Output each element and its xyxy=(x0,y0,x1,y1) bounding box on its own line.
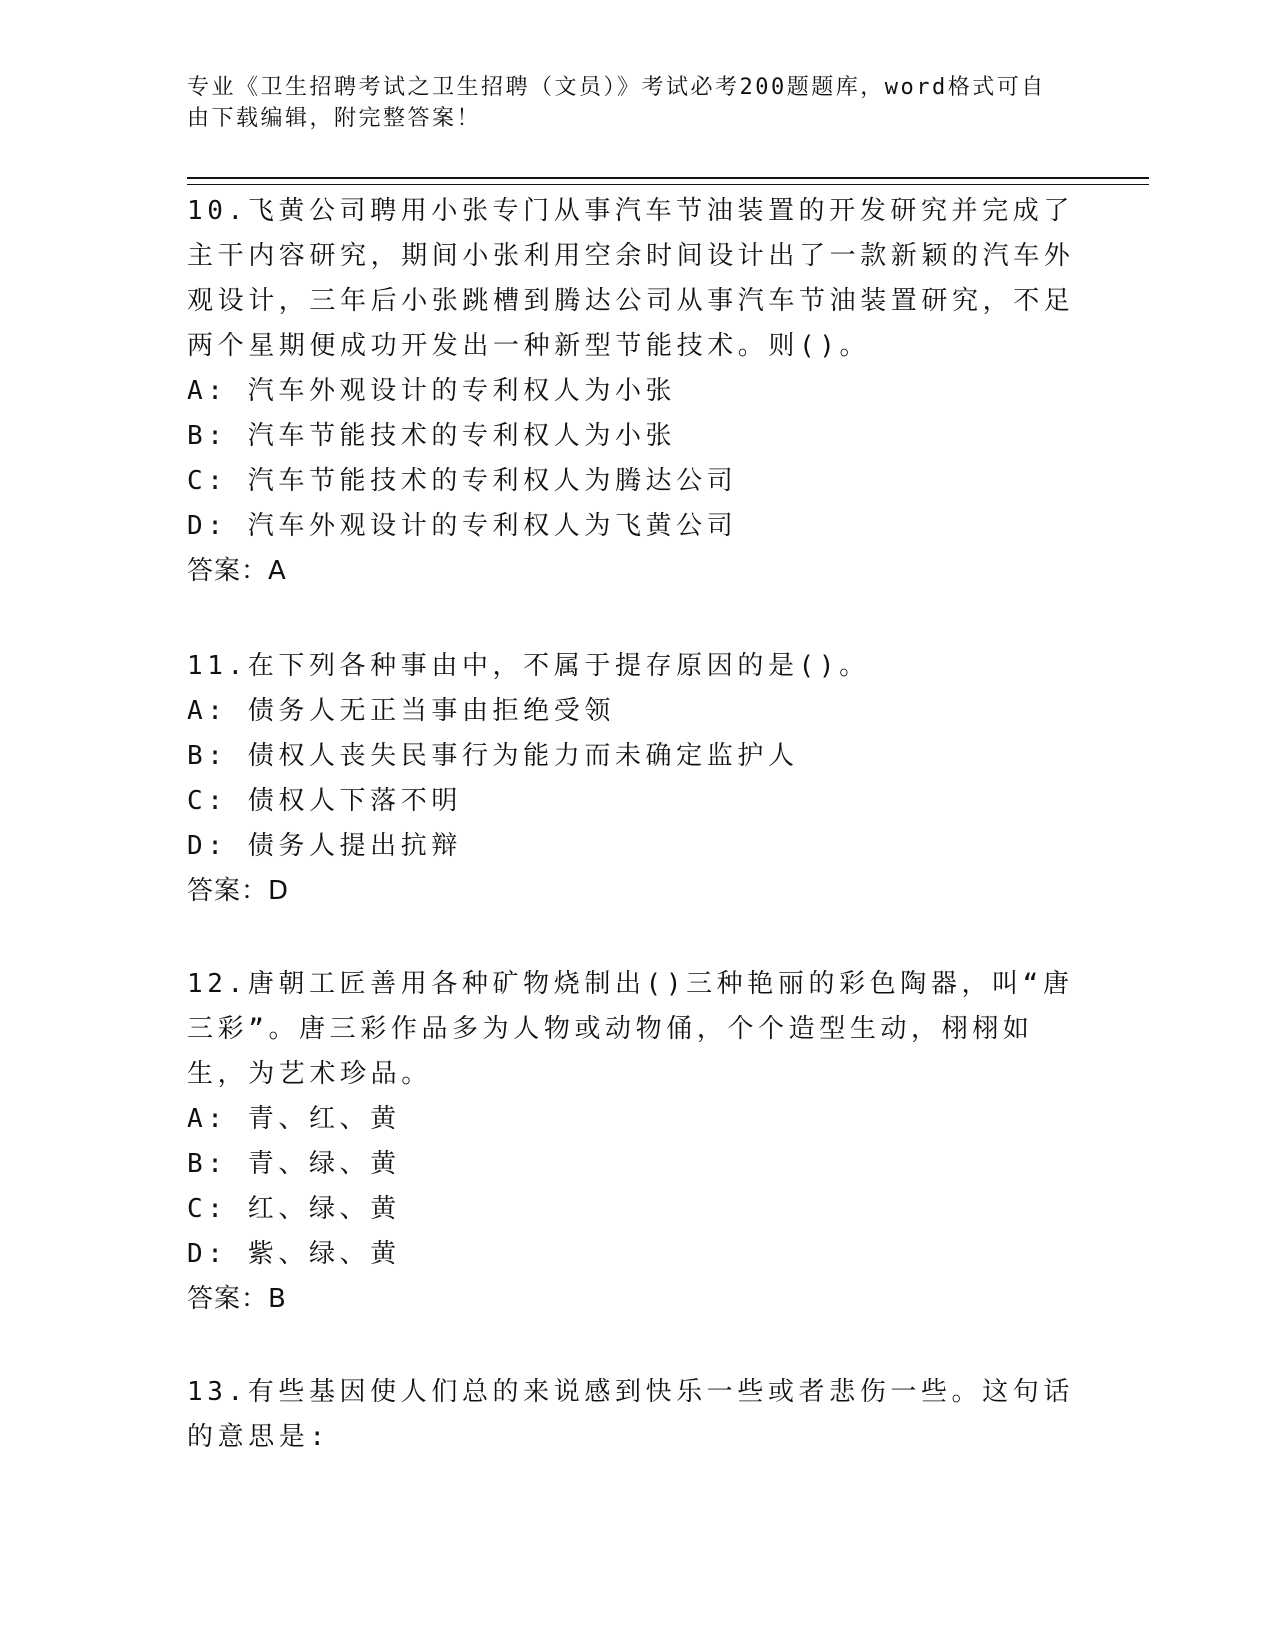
option-b: B: 汽车节能技术的专利权人为小张 xyxy=(187,421,677,451)
option-d: D: 债务人提出抗辩 xyxy=(187,831,462,861)
header-divider-thin xyxy=(187,184,1149,185)
option-b: B: 债权人丧失民事行为能力而未确定监护人 xyxy=(187,741,799,771)
question-12 xyxy=(187,962,1087,1322)
option-a: A: 债务人无正当事由拒绝受领 xyxy=(187,696,615,726)
header-divider-thick xyxy=(187,177,1149,179)
option-a: A: 汽车外观设计的专利权人为小张 xyxy=(187,376,677,406)
option-d: D: 汽车外观设计的专利权人为飞黄公司 xyxy=(187,511,738,541)
option-c: C: 汽车节能技术的专利权人为腾达公司 xyxy=(187,466,738,496)
question-stem: 10.飞黄公司聘用小张专门从事汽车节油装置的开发研究并完成了主干内容研究，期间小张利用空余时间设计出了一款新颖的汽车外观设计，三年后小张跳槽到腾达公司从事汽车节油装置研究，不足两个星期便成功开发出一种新型节能技术。则()。 xyxy=(187,196,1075,361)
answer-line: 答案：B xyxy=(187,1284,287,1314)
question-stem: 11.在下列各种事由中，不属于提存原因的是()。 xyxy=(187,651,870,681)
option-b: B: 青、绿、黄 xyxy=(187,1149,401,1179)
document-header: 专业《卫生招聘考试之卫生招聘（文员）》考试必考200题题库，word格式可自由下载编辑，附完整答案！ xyxy=(187,75,1046,131)
answer-line: 答案：D xyxy=(187,876,290,906)
question-stem: 13.有些基因使人们总的来说感到快乐一些或者悲伤一些。这句话的意思是: xyxy=(187,1377,1074,1452)
question-13 xyxy=(187,1370,1087,1460)
question-stem: 12.唐朝工匠善用各种矿物烧制出()三种艳丽的彩色陶器，叫“唐三彩”。唐三彩作品多为人物或动物俑，个个造型生动，栩栩如生，为艺术珍品。 xyxy=(187,969,1074,1089)
answer-line: 答案：A xyxy=(187,556,287,586)
question-10 xyxy=(187,189,1087,594)
option-d: D: 紫、绿、黄 xyxy=(187,1239,401,1269)
question-11 xyxy=(187,644,1087,914)
option-c: C: 红、绿、黄 xyxy=(187,1194,401,1224)
option-c: C: 债权人下落不明 xyxy=(187,786,462,816)
option-a: A: 青、红、黄 xyxy=(187,1104,401,1134)
